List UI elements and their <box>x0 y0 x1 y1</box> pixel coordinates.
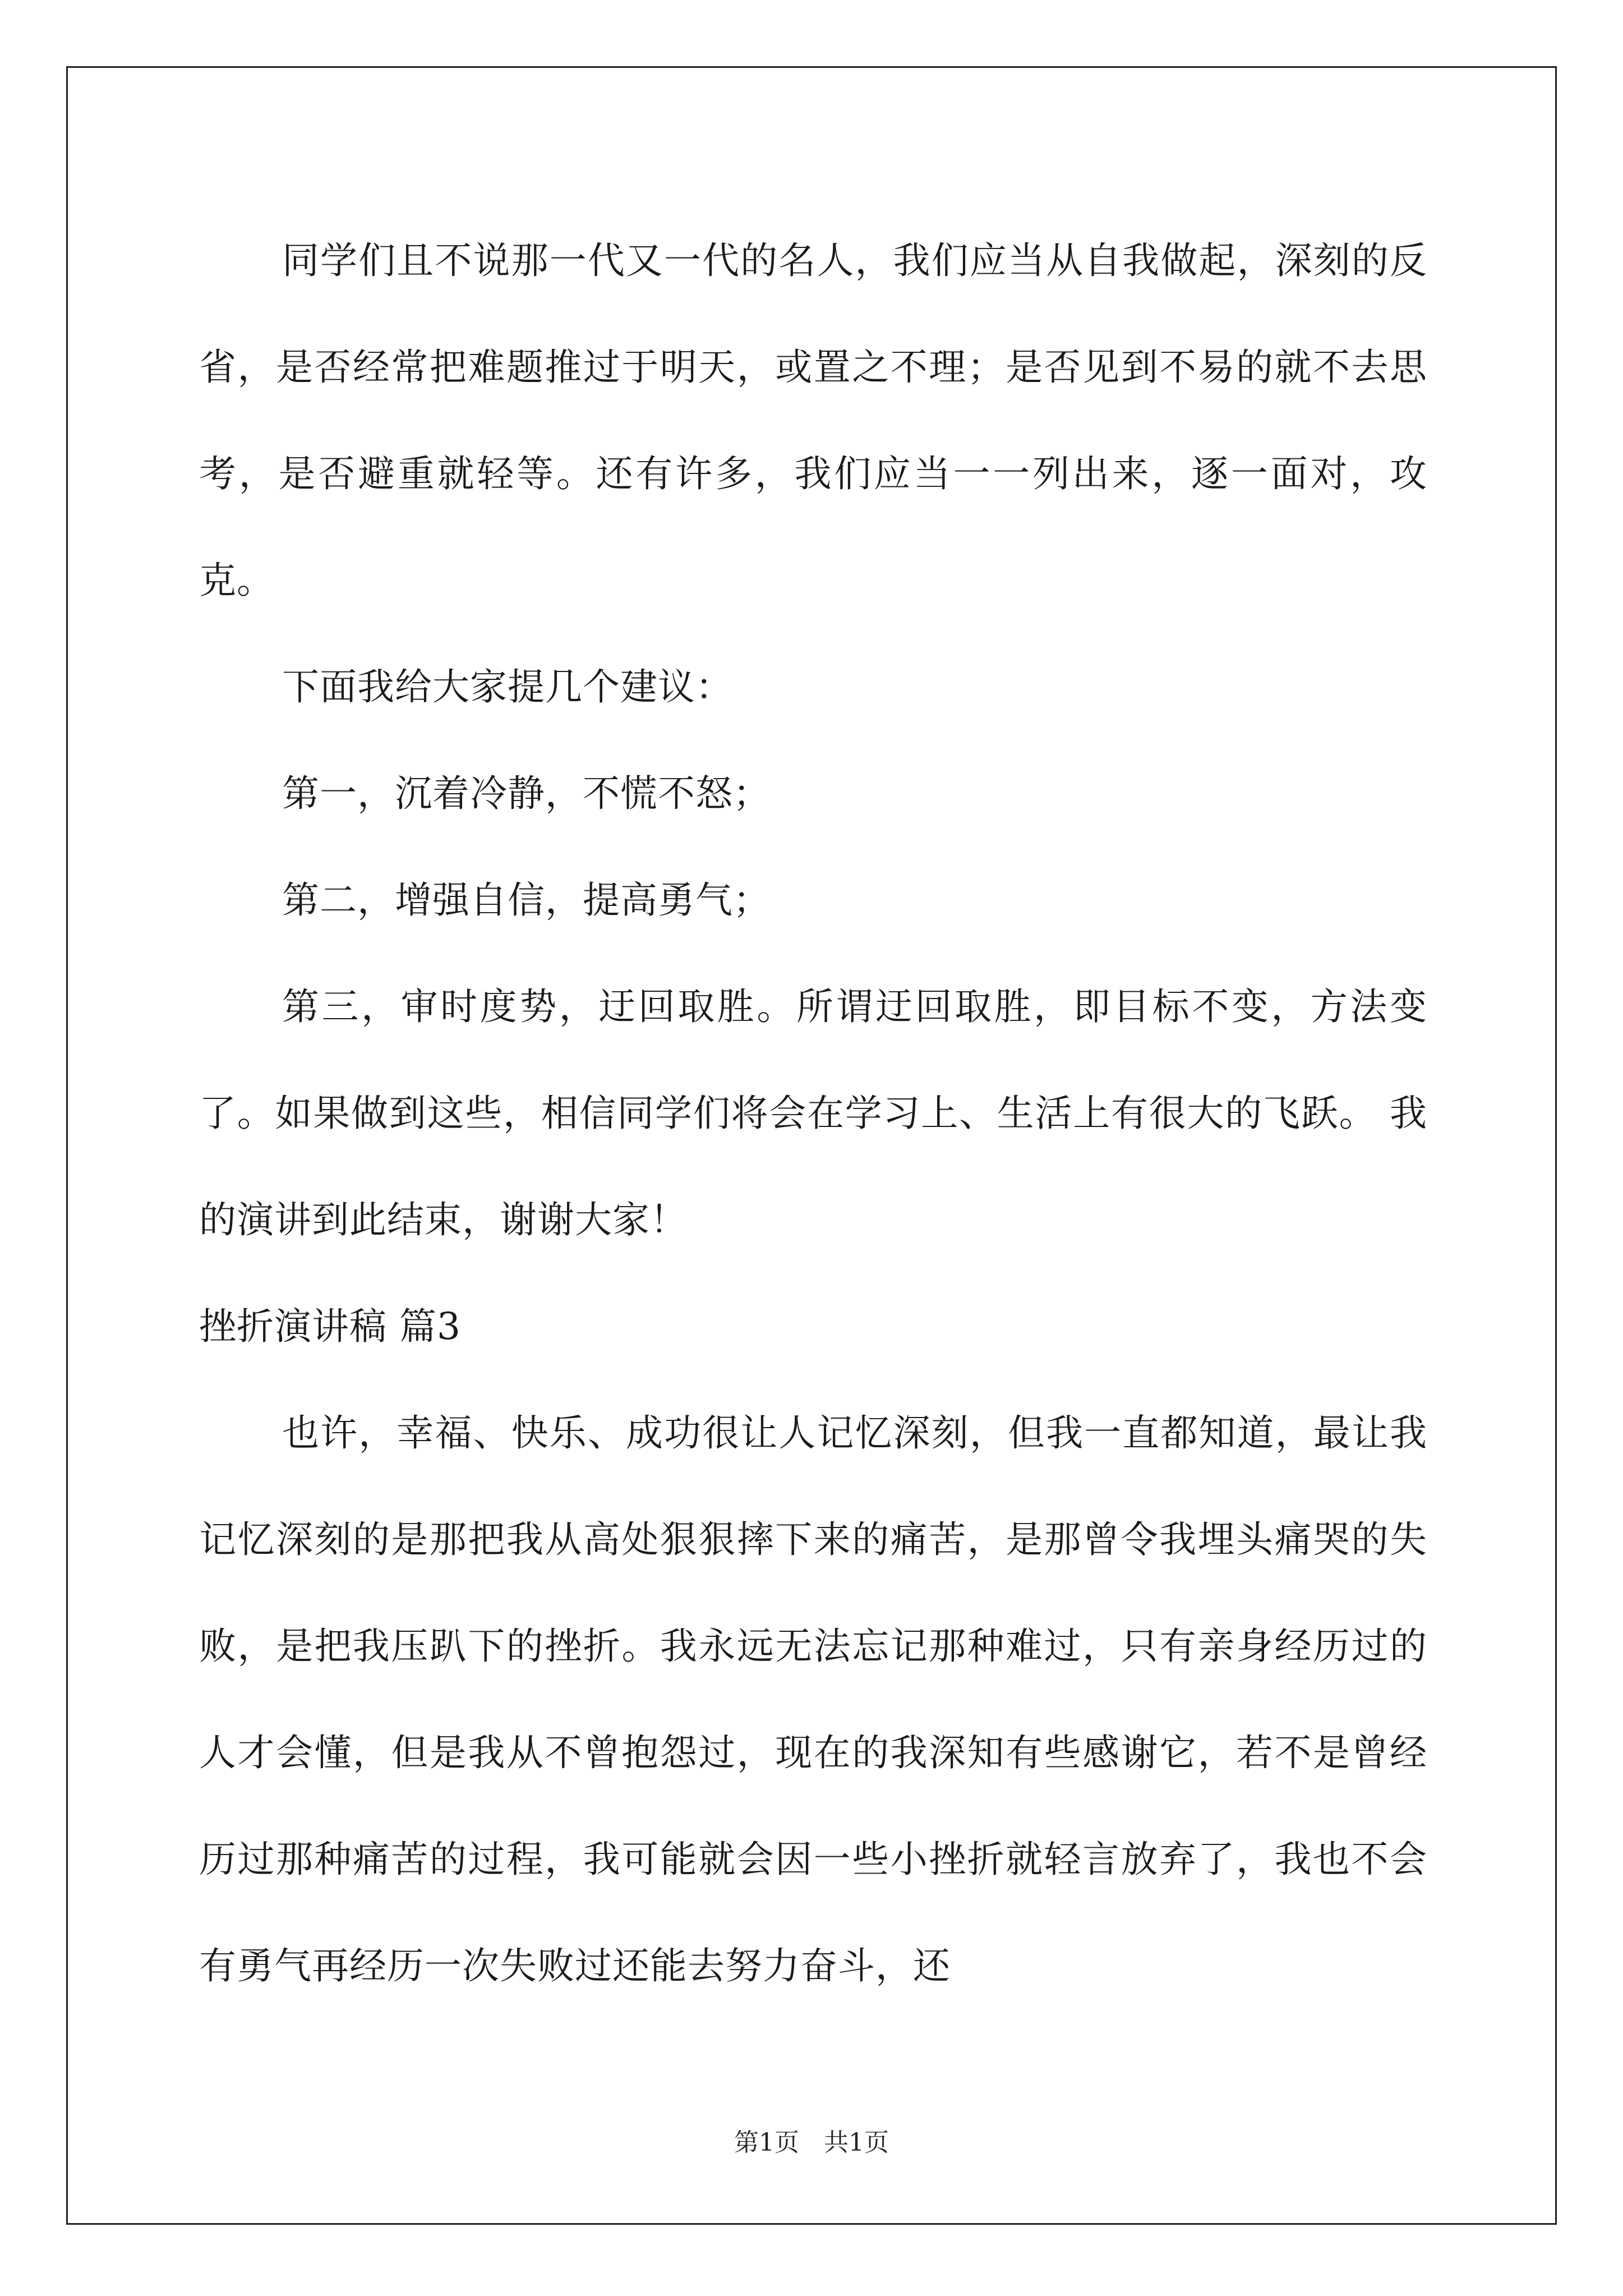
paragraph-4: 第二，增强自信，提高勇气； <box>282 878 771 922</box>
paragraph-2: 下面我给大家提几个建议： <box>282 665 733 708</box>
paragraph-6: 也许，幸福、快乐、成功很让人记忆深刻，但我一直都知道，最让我记忆深刻的是那把我从高处狠狠摔下来的痛苦，是那曾令我埋头痛哭的失败，是把我压趴下的挫折。我永远无法忘记那种难过，只有亲身经历过的人才会懂，但是我从不曾抱怨过，现在的我深知有些感谢它，若不是曾经历过那种痛苦的过程，我可能就会因一些小挫折就轻言放弃了，我也不会有勇气再经历一次失败过还能去努力奋斗，还 <box>199 1411 1427 1987</box>
page-total: 共1页 <box>824 2128 889 2157</box>
page-number: 第1页 <box>734 2128 799 2157</box>
paragraph-3: 第一，沉着冷静，不慌不怒； <box>282 772 771 815</box>
page-footer <box>0 2126 1623 2160</box>
document-body <box>199 208 1427 2019</box>
paragraph-5: 第三，审时度势，迂回取胜。所谓迂回取胜，即目标不变，方法变了。如果做到这些，相信同学们将会在学习上、生活上有很大的飞跃。 我的演讲到此结束，谢谢大家！ <box>199 985 1427 1241</box>
section-heading: 挫折演讲稿 篇3 <box>199 1305 461 1348</box>
paragraph-1: 同学们且不说那一代又一代的名人，我们应当从自我做起，深刻的反省，是否经常把难题推过于明天，或置之不理；是否见到不易的就不去思考，是否避重就轻等。还有许多，我们应当一一列出来，逐一面对，攻克。 <box>199 239 1427 602</box>
